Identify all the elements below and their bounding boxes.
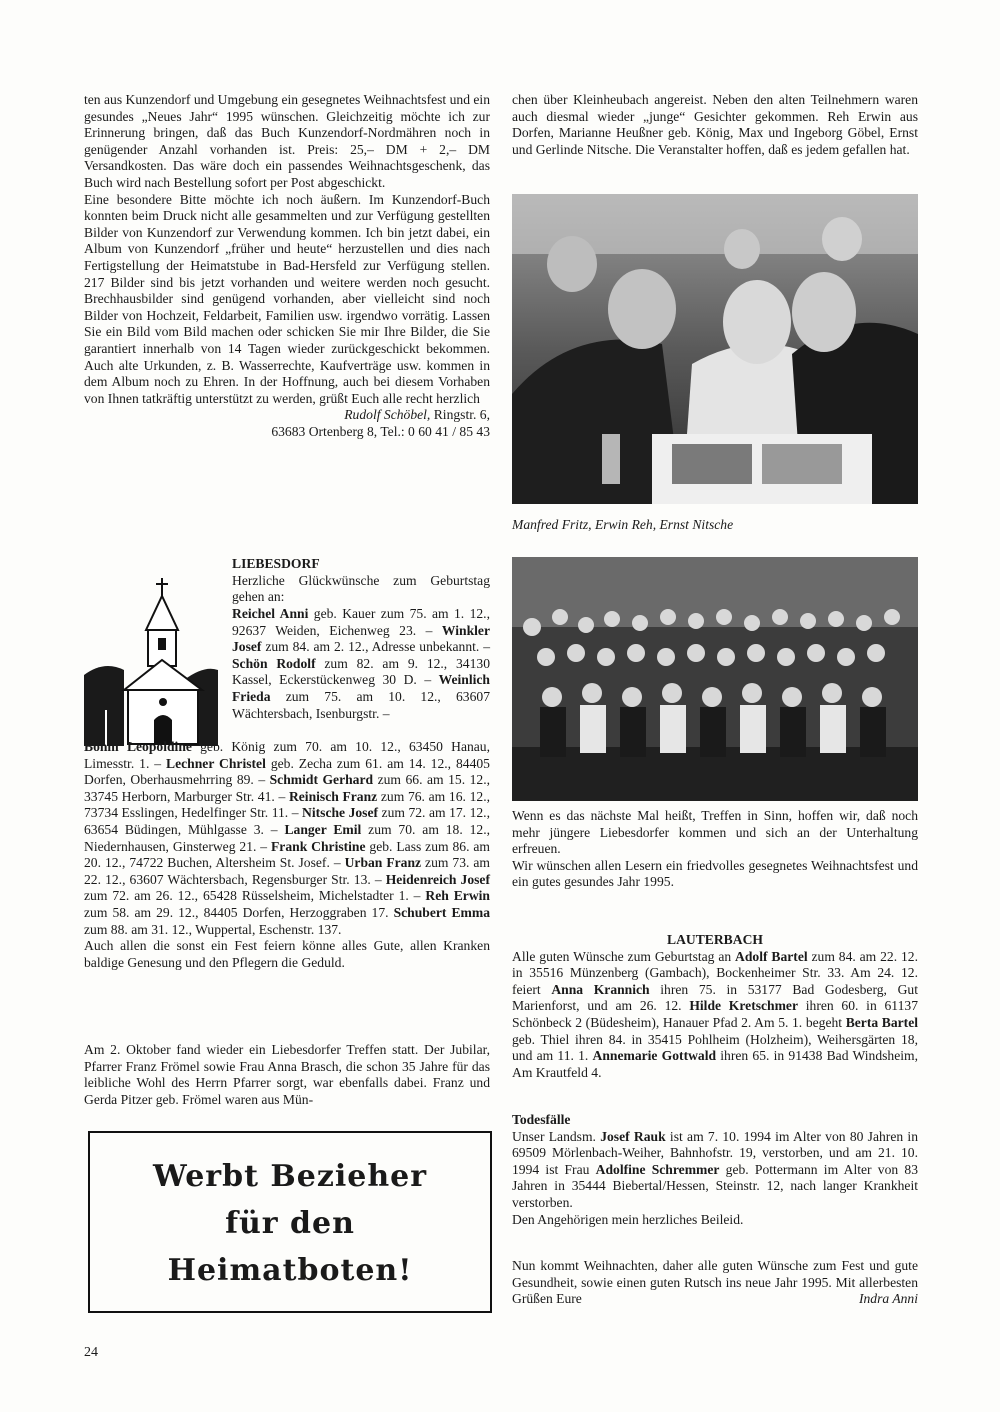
lauterbach-name: Anna Krannich — [551, 981, 650, 997]
signature-street: Ringstr. 6, — [430, 407, 490, 423]
letter-signature — [84, 407, 490, 424]
signature-city: 63683 Ortenberg 8, Tel.: 0 60 41 / 85 43 — [271, 423, 490, 439]
entry-details: zum 73. am 22. 12., 63607 Wächtersbach, Regensburger Str. 13. – — [84, 855, 490, 887]
entry-name: Reichel Anni — [232, 606, 309, 621]
closing-wishes: Nun kommt Weihnachten, daher alle guten Wünsche zum Fest und gute Gesundheit, sowie einen guten Rutsch ins neue Jahr 1995. Mit allerbesten Grüßen Eure — [512, 1258, 918, 1307]
obituaries-text — [512, 1129, 918, 1212]
lauterbach-text-part: zum 84. am 22. 12. in 35516 Münzenberg (Gambach), Bockenheimer Str. 33. Am 24. 12. feiert — [512, 948, 918, 997]
liebesdorf-intro — [232, 556, 490, 606]
lauterbach-section — [512, 932, 918, 1081]
entry-details: geb. Lass zum 86. am 20. 12., 74722 Buchen, Altersheim St. Josef. – — [84, 838, 490, 871]
letter-paragraph-1: ten aus Kunzendorf und Umgebung ein gesegnetes Weihnachtsfest und ein gesundes „Neues Jahr“ 1995 wünschen. Gleichzeitig möchte ich zur Erinnerung bringen, daß das Buch Kunzendorf-Nordmähren noch in genügender Anzahl vorhanden ist. Preis: 25,– DM + 2,– DM Versandkosten. Das wäre doch ein passendes Weihnachtsgeschenk, das Buch wird nach Bestellung sofort per Post abgeschickt. — [84, 92, 490, 190]
ad-line-2: für den — [225, 1206, 355, 1241]
obituary-text-part: geb. Pottermann im Alter von 83 Jahren in 35444 Biebertal/Hessen, Steinstr. 12, nach langer Krankheit verstorben. — [512, 1161, 919, 1210]
church-icon — [84, 570, 218, 746]
lauterbach-name: Adolf Bartel — [735, 948, 808, 964]
lauterbach-text-part: ihren 75. in 53177 Bad Godesberg, Gut Marienforst, und am 26. 12. — [512, 981, 918, 1014]
kunzendorf-letter — [84, 92, 490, 440]
entry-details: zum 72. am 17. 12., 63654 Büdingen, Mühlgasse 3. – — [84, 805, 490, 837]
photo-three-men — [512, 194, 918, 504]
entry-name: Weinlich Frieda — [232, 672, 490, 704]
liebesdorf-closing: Auch allen die sonst ein Fest feiern könne alles Gute, allen Kranken baldige Genesung und den Pflegern die Geduld. — [84, 938, 490, 970]
wishes-paragraph-2: Wir wünschen allen Lesern ein friedvolles gesegnetes Weihnachtsfest und ein gutes gesundes Jahr 1995. — [512, 857, 918, 890]
treffen-text: Am 2. Oktober fand wieder ein Liebesdorfer Treffen statt. Der Jubilar, Pfarrer Franz Frömel sowie Frau Anna Brasch, die schon 35 Jahre für das leibliche Wohl des Herrn Pfarrer sorgt, war ebenfalls dabei. Franz und Gerda Pitzer geb. Frömel waren aus Mün- — [84, 1042, 490, 1107]
closing-signature: Indra Anni — [858, 1291, 918, 1307]
lauterbach-text-part: ihren 60. in 61137 Schönbeck 2 (Büdesheim), Hanauer Pfad 2. Am 5. 1. begeht — [512, 998, 918, 1030]
lauterbach-text — [512, 949, 918, 1082]
lauterbach-text-part: ihren 65. in 91438 Bad Windsheim, Am Krautfeld 4. — [512, 1048, 918, 1080]
entry-name: Lechner Christel — [166, 755, 266, 771]
closing-section — [512, 1258, 918, 1308]
page-number: 24 — [84, 1345, 98, 1360]
entry-details: zum 76. am 16. 12., 73734 Esslingen, Hedelfinger Str. 11. – — [84, 788, 490, 821]
entry-details: zum 84. am 2. 12., Adresse unbekannt. – — [261, 639, 490, 655]
treffen-continuation — [512, 92, 918, 158]
entry-name: Nitsche Josef — [302, 805, 379, 821]
liebesdorf-wishes — [512, 808, 918, 891]
obituary-text-part: ist am 7. 10. 1994 im Alter von 80 Jahren in 69509 Mörlenbach-Weiher, Bahnhofstr. 19, verstorben, und am 21. 10. 1994 ist Frau — [512, 1128, 918, 1177]
entry-details: zum 72. am 26. 12., 65428 Rüsselsheim, Michelstadter 1. – — [84, 888, 426, 904]
obituary-name: Adolfine Schremmer — [595, 1161, 720, 1177]
lauterbach-name: Hilde Kretschmer — [689, 998, 798, 1014]
entry-name: Heidenreich Josef — [385, 871, 490, 887]
entry-name: Winkler Josef — [232, 622, 490, 655]
entry-name: Langer Emil — [284, 821, 362, 837]
entry-details: geb. Zecha zum 61. am 14. 12., 84405 Dorfen, Oberhausmehrring 89. – — [84, 755, 490, 788]
lauterbach-text-part: Alle guten Wünsche zum Geburtstag an — [512, 948, 736, 964]
lauterbach-title: LAUTERBACH — [667, 932, 763, 947]
entry-details: zum 88. am 31. 12., Wuppertal, Eschenstr. 137. — [84, 921, 342, 937]
letter-paragraph-2: Eine besondere Bitte möchte ich noch äußern. Im Kunzendorf-Buch konnten beim Druck nicht alle gesammelten und zur Verfügung gestellten Bilder von Kunzendorf zur Verwendung kommen. Ich bin jetzt dabei, ein Album von Kunzendorf „früher und heute“ herzustellen und dies nach Fertigstellung der Heimatstube in Bad-Hersfeld zur Verfügung stellen. 217 Bilder sind bis jetzt vorhanden und weitere werden noch gesucht. Brechhausbilder sind genügend vorhanden, aber vielleicht sind noch Bilder von Hochzeit, Feldarbeit, Familien usw. irgendwo vorrätig. Lassen Sie ein Bild vom Bild machen oder schicken Sie mir Ihre Bilder, die Sie garantiert innerhalb von 14 Tagen wieder zurückgeschickt bekommen. Auch alte Urkunden, z. B. Wasserrechte, Kaufverträge usw. kommen in dem Album noch zu Ehren. In der Hoffnung, auch bei diesem Vorhaben von Ihnen tatkräftig unterstützt zu werden, grüßt Euch alle recht herzlich — [84, 191, 490, 406]
entry-name: Böhm Leopoldine — [84, 739, 192, 754]
entry-details: zum 58. am 29. 12., 84405 Dorfen, Herzoggraben 17. — [84, 904, 394, 920]
entry-details: zum 70. am 18. 12., Niedernhausen, Ginsterweg 21. – — [84, 821, 490, 854]
obituary-name: Josef Rauk — [600, 1128, 666, 1144]
entry-name: Reh Erwin — [425, 888, 490, 904]
entry-name: Schön Rodolf — [232, 655, 316, 671]
liebesdorf-birthday-list-top — [232, 606, 490, 722]
church-drawing — [84, 570, 218, 746]
closing-text — [512, 1258, 918, 1308]
lauterbach-text-part: geb. Thiel ihren 84. in 35415 Pohlheim (Holzheim), Weihersgärten 18, und am 11. 1. — [512, 1031, 918, 1064]
signature-name: Rudolf Schöbel, — [344, 407, 431, 423]
entry-name: Schmidt Gerhard — [269, 772, 374, 788]
ad-line-1: Werbt Bezieher — [152, 1159, 428, 1194]
photo-three-men-image — [512, 194, 918, 504]
obituaries-title: Todesfälle — [512, 1112, 571, 1127]
entry-name: Schubert Emma — [393, 904, 490, 920]
liebesdorf-treffen — [84, 1042, 490, 1108]
entry-name: Urban Franz — [344, 855, 422, 871]
entry-name: Reinisch Franz — [288, 788, 378, 804]
treffen-continuation-text: chen über Kleinheubach angereist. Neben den alten Teilnehmern waren auch diesmal wieder „junge“ Gesichter gekommen. Reh Erwin aus Dorfen, Marianne Heußner geb. König, Max und Ingeborg Göbel, Ernst und Gerlinde Nitsche. Die Veranstalter hoffen, daß es jedem gefallen hat. — [512, 92, 918, 157]
entry-details: zum 75. am 10. 12., 63607 Wächtersbach, Isenburgstr. – — [232, 688, 490, 721]
liebesdorf-greeting: Herzliche Glückwünsche zum Geburtstag gehen an: — [232, 572, 490, 605]
liebesdorf-birthday-list — [84, 739, 490, 971]
lauterbach-name: Annemarie Gottwald — [592, 1048, 717, 1064]
wishes-paragraph-1: Wenn es das nächste Mal heißt, Treffen in Sinn, hoffen wir, daß noch mehr jüngere Liebesdorfer kommen und sich an der Unterhaltung erfreuen. — [512, 808, 918, 857]
obituaries-section — [512, 1112, 918, 1228]
entry-details: geb. König zum 70. am 10. 12., 63450 Hanau, Limesstr. 1. – — [84, 739, 491, 771]
entry-details: geb. Kauer zum 75. am 1. 12., 92637 Weiden, Eichenweg 23. – — [232, 606, 490, 638]
liebesdorf-title: LIEBESDORF — [232, 556, 320, 571]
photo-group — [512, 557, 918, 801]
lauterbach-name: Berta Bartel — [845, 1014, 918, 1030]
entry-details: zum 66. am 15. 12., 33745 Herborn, Marburger Str. 41. – — [84, 772, 490, 804]
condolence: Den Angehörigen mein herzliches Beileid. — [512, 1211, 744, 1227]
photo-group-image — [512, 557, 918, 801]
obituary-text-part: Unser Landsm. — [512, 1128, 601, 1144]
advertisement-box — [88, 1131, 492, 1313]
entry-details: zum 82. am 9. 12., 34130 Kassel, Eckerstückenweg 30 D. – — [232, 655, 490, 688]
ad-line-3: Heimatboten! — [167, 1253, 413, 1288]
photo-caption-three-men: Manfred Fritz, Erwin Reh, Ernst Nitsche — [512, 517, 734, 532]
entry-name: Frank Christine — [271, 838, 366, 854]
